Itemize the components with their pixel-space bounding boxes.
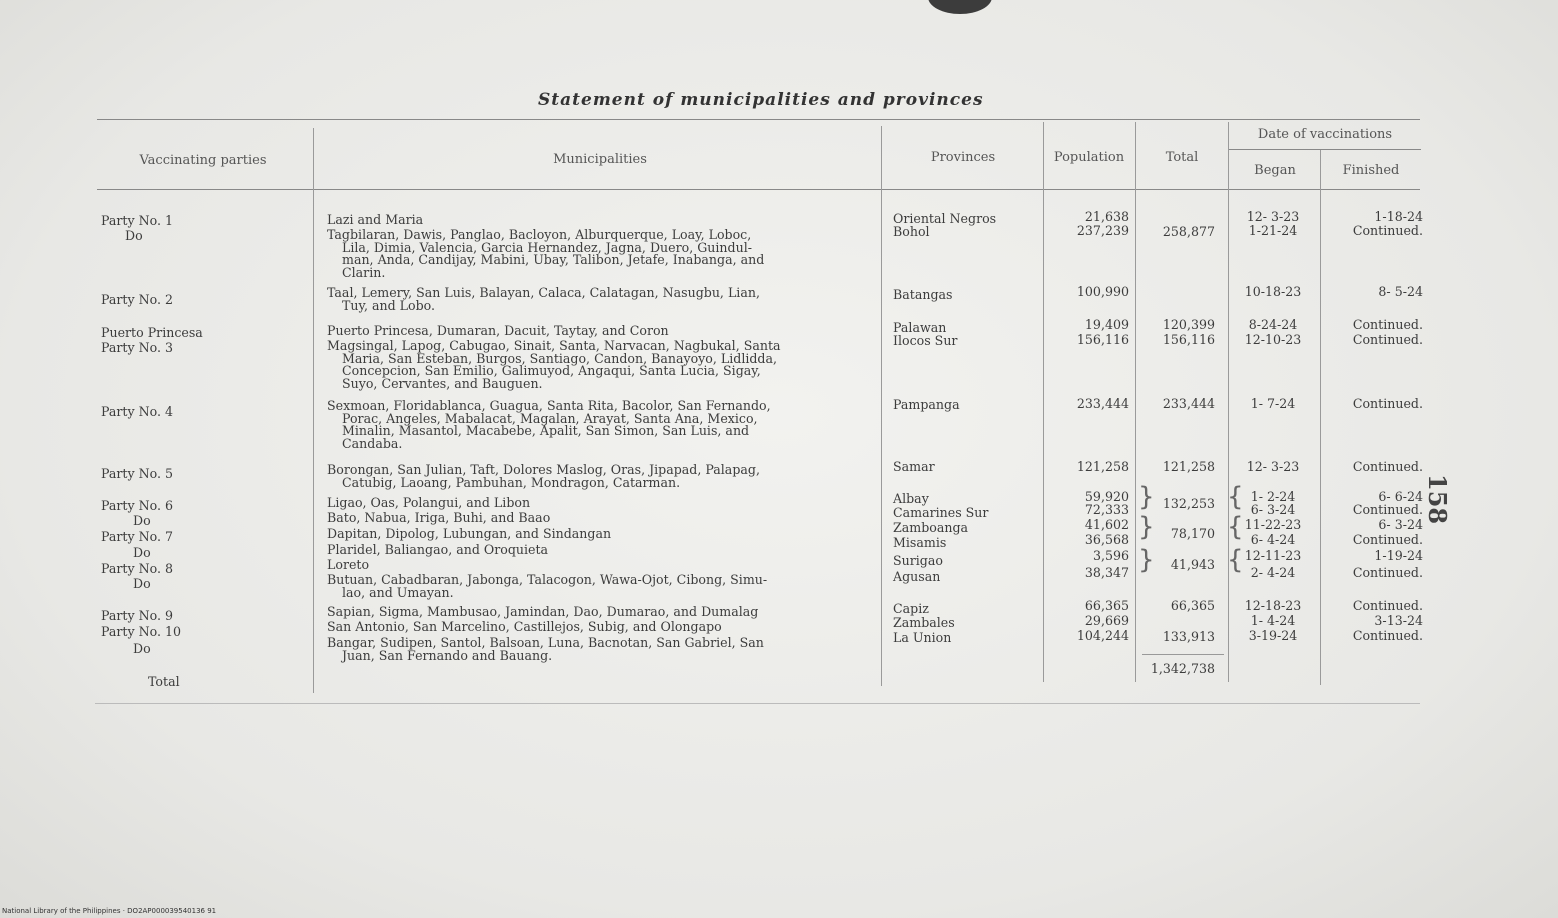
province-cell: La Union [893,630,952,645]
grand-total-rule [1142,654,1224,655]
began-cell: 12- 3-23 [1246,459,1300,474]
party-cell: Do [133,576,151,591]
col-divider-6 [1320,150,1321,685]
began-cell: 12- 3-23 [1246,209,1300,224]
began-cell: 11-22-23 [1244,517,1302,532]
total-cell: 132,253 [1162,496,1215,511]
began-cell: 2- 4-24 [1250,565,1296,580]
party-cell: Party No. 2 [101,292,174,307]
population-cell: 100,990 [1076,284,1129,299]
col-divider-1 [313,128,314,693]
brace-right-7: } [1138,512,1155,542]
party-cell: Do [133,641,151,656]
party-cell: Party No. 6 [101,498,174,513]
finished-cell: 6- 6-24 [1378,489,1423,504]
finished-cell: 6- 3-24 [1378,517,1423,532]
finished-cell: Continued. [1352,565,1423,580]
party-cell: Party No. 8 [101,561,174,576]
population-cell: 21,638 [1084,209,1129,224]
party-cell: Party No. 7 [101,529,174,544]
municipalities-cell: Magsingal, Lapog, Cabugao, Sinait, Santa, Narvacan, Nagbukal, Santa Maria, San Esteban, Burgos, Santiago, Candon, Banayoyo, Lidlidda, Concepcion, San Emilio, Galimuyod, Angaqui, Santa Lucia, Sigay, Suyo, Cervantes, and Bauguen. [327,338,781,391]
population-cell: 19,409 [1084,317,1129,332]
total-cell: 133,913 [1162,629,1215,644]
total-cell: 258,877 [1162,224,1215,239]
began-cell: 1-21-24 [1248,223,1298,238]
header-finished: Finished [1342,163,1400,178]
brace-left-6: { [1227,482,1244,512]
party-cell: Do [133,545,151,560]
province-cell: Zamboanga [893,520,969,535]
began-cell: 1- 7-24 [1250,396,1296,411]
began-cell: 10-18-23 [1244,284,1302,299]
municipalities-cell: Bato, Nabua, Iriga, Buhi, and Baao [327,510,551,525]
finished-cell: 8- 5-24 [1378,284,1423,299]
header-date-group: Date of vaccinations [1257,127,1393,142]
finished-cell: Continued. [1352,332,1423,347]
municipalities-cell: Lazi and Maria [327,212,424,227]
municipalities-cell: Butuan, Cabadbaran, Jabonga, Talacogon, Wawa-Ojot, Cibong, Simu- lao, and Umayan. [327,572,768,600]
began-cell: 1- 2-24 [1250,489,1296,504]
finished-cell: Continued. [1352,317,1423,332]
municipalities-cell: Puerto Princesa, Dumaran, Dacuit, Taytay, and Coron [327,323,669,338]
col-divider-2 [881,126,882,686]
province-cell: Palawan [893,320,947,335]
province-cell: Oriental Negros [893,211,997,226]
began-cell: 6- 4-24 [1250,532,1296,547]
finished-cell: Continued. [1352,396,1423,411]
page-title: Statement of municipalities and provinces [538,90,984,110]
footer-credit: National Library of the Philippines · DO2AP000039540136 91 [2,907,217,915]
municipalities-cell: Dapitan, Dipolog, Lubungan, and Sindangan [327,526,612,541]
finished-cell: Continued. [1352,598,1423,613]
total-cell: 156,116 [1162,332,1215,347]
finished-cell: 3-13-24 [1374,613,1423,628]
province-cell: Zambales [893,615,955,630]
population-cell: 41,602 [1084,517,1129,532]
province-cell: Surigao [893,553,943,568]
party-cell: Puerto Princesa [101,325,203,340]
municipalities-cell: Tagbilaran, Dawis, Panglao, Bacloyon, Alburquerque, Loay, Loboc, Lila, Dimia, Valencia, Garcia Hernandez, Jagna, Duero, Guindul- man, Anda, Candijay, Mabini, Ubay, Talibon, Jetafe, Inabanga, and Clarin. [327,227,765,280]
finished-cell: Continued. [1352,459,1423,474]
population-cell: 104,244 [1076,628,1129,643]
party-cell: Do [133,513,151,528]
brace-right-6: } [1138,482,1155,512]
header-began: Began [1254,163,1296,178]
finished-cell: Continued. [1352,502,1423,517]
table-top-rule [97,119,1420,120]
population-cell: 36,568 [1084,532,1129,547]
province-cell: Batangas [893,287,953,302]
population-cell: 72,333 [1084,502,1129,517]
population-cell: 29,669 [1084,613,1129,628]
province-cell: Pampanga [893,397,960,412]
province-cell: Capiz [893,601,929,616]
header-population: Population [1053,150,1125,165]
finished-cell: Continued. [1352,628,1423,643]
party-cell: Do [125,228,143,243]
municipalities-cell: Loreto [327,557,370,572]
began-cell: 6- 3-24 [1250,502,1296,517]
header-provinces: Provinces [930,150,996,165]
province-cell: Misamis [893,535,947,550]
population-cell: 237,239 [1076,223,1129,238]
total-cell: 66,365 [1170,598,1215,613]
total-cell: 41,943 [1170,557,1215,572]
table-bottom-rule [95,703,1420,704]
began-cell: 1- 4-24 [1250,613,1296,628]
municipalities-cell: Bangar, Sudipen, Santol, Balsoan, Luna, Bacnotan, San Gabriel, San Juan, San Fernando and Bauang. [327,635,764,663]
municipalities-cell: Sexmoan, Floridablanca, Guagua, Santa Rita, Bacolor, San Fernando, Porac, Angeles, Mabalacat, Magalan, Arayat, Santa Ana, Mexico, Minalin, Masantol, Macabebe, Apalit, San Simon, San Luis, and Candaba. [327,398,771,451]
population-cell: 66,365 [1084,598,1129,613]
party-cell: Party No. 4 [101,404,174,419]
page-number: 158 [1423,474,1452,525]
party-cell: Party No. 3 [101,340,174,355]
brace-right-8: } [1138,545,1155,575]
brace-left-8: { [1227,545,1244,575]
finished-cell: 1-19-24 [1374,548,1423,563]
province-cell: Samar [893,459,935,474]
total-cell: 233,444 [1162,396,1215,411]
total-label: Total [148,674,180,689]
party-cell: Party No. 10 [101,624,182,639]
total-cell: 120,399 [1162,317,1215,332]
finished-cell: Continued. [1352,223,1423,238]
province-cell: Ilocos Sur [893,333,958,348]
province-cell: Agusan [893,569,941,584]
finished-cell: 1-18-24 [1374,209,1423,224]
grand-total-value: 1,342,738 [1150,661,1215,676]
population-cell: 233,444 [1076,396,1129,411]
header-bottom-rule [97,189,1420,190]
population-cell: 121,258 [1076,459,1129,474]
municipalities-cell: Ligao, Oas, Polangui, and Libon [327,495,531,510]
began-cell: 12-11-23 [1244,548,1302,563]
began-cell: 12-10-23 [1244,332,1302,347]
header-municipalities: Municipalities [553,152,647,167]
began-cell: 8-24-24 [1248,317,1298,332]
municipalities-cell: Borongan, San Julian, Taft, Dolores Maslog, Oras, Jipapad, Palapag, Catubig, Laoang, Pambuhan, Mondragon, Catarman. [327,462,760,490]
party-cell: Party No. 5 [101,466,174,481]
date-group-rule [1229,149,1421,150]
total-cell: 78,170 [1170,526,1215,541]
col-divider-5 [1228,122,1229,682]
province-cell: Bohol [893,224,930,239]
col-divider-3 [1043,122,1044,682]
began-cell: 12-18-23 [1244,598,1302,613]
brace-left-7: { [1227,512,1244,542]
population-cell: 38,347 [1084,565,1129,580]
total-cell: 121,258 [1162,459,1215,474]
finished-cell: Continued. [1352,532,1423,547]
municipalities-cell: San Antonio, San Marcelino, Castillejos, Subig, and Olongapo [327,619,722,634]
began-cell: 3-19-24 [1248,628,1298,643]
municipalities-cell: Taal, Lemery, San Luis, Balayan, Calaca, Calatagan, Nasugbu, Lian, Tuy, and Lobo. [327,285,760,313]
header-parties: Vaccinating parties [139,153,267,168]
header-total: Total [1165,150,1199,165]
province-cell: Camarines Sur [893,505,989,520]
party-cell: Party No. 9 [101,608,174,623]
population-cell: 59,920 [1084,489,1129,504]
population-cell: 3,596 [1092,548,1129,563]
province-cell: Albay [893,491,929,506]
party-cell: Party No. 1 [101,213,174,228]
municipalities-cell: Sapian, Sigma, Mambusao, Jamindan, Dao, Dumarao, and Dumalag [327,604,759,619]
population-cell: 156,116 [1076,332,1129,347]
municipalities-cell: Plaridel, Baliangao, and Oroquieta [327,542,549,557]
